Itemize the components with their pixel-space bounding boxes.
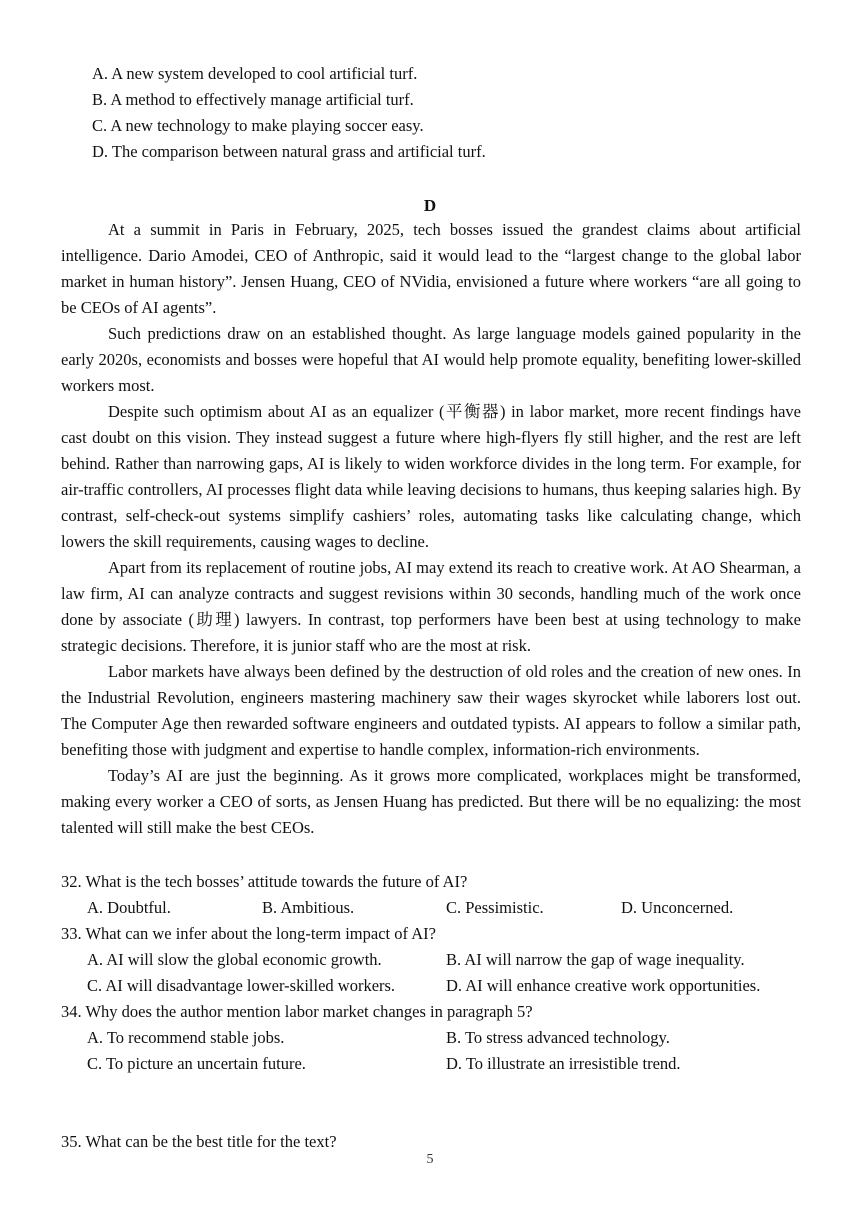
section-label: D (423, 196, 437, 215)
question-34-option-c[interactable]: C. To picture an uncertain future. (87, 1054, 306, 1073)
question-32-stem: 32. What is the tech bosses’ attitude towards the future of AI? (61, 872, 468, 891)
question-34-option-d[interactable]: D. To illustrate an irresistible trend. (446, 1054, 681, 1073)
question-32-option-b[interactable]: B. Ambitious. (262, 898, 355, 917)
page-number: 5 (426, 1152, 434, 1167)
question-34-stem: 34. Why does the author mention labor market changes in paragraph 5? (61, 1002, 533, 1021)
question-33-option-c[interactable]: C. AI will disadvantage lower-skilled workers. (87, 976, 396, 995)
question-35-stem: 35. What can be the best title for the text? (61, 1132, 337, 1151)
question-33-option-a[interactable]: A. AI will slow the global economic growth. (87, 950, 382, 969)
question-32-option-d[interactable]: D. Unconcerned. (621, 898, 734, 917)
question-34-option-a[interactable]: A. To recommend stable jobs. (87, 1028, 285, 1047)
question-34-option-b[interactable]: B. To stress advanced technology. (446, 1028, 670, 1047)
paragraph-6: Today’s AI are just the beginning. As it grows more complicated, workplaces might be transformed, making every worker a CEO of sorts, as Jensen Huang has predicted. But there will be no equalizing: the most talented will still make the best CEOs. (61, 766, 801, 837)
paragraph-1: At a summit in Paris in February, 2025, tech bosses issued the grandest claims about artificial intelligence. Dario Amodei, CEO of Anthropic, said it would lead to the “largest change to the global labor market in human history”. Jensen Huang, CEO of NVidia, envisioned a future where workers “are all going to be CEOs of AI agents”. (61, 220, 801, 317)
prev-option-b: B. A method to effectively manage artificial turf. (92, 90, 414, 109)
prev-option-c: C. A new technology to make playing soccer easy. (92, 116, 424, 135)
paragraph-4: Apart from its replacement of routine jobs, AI may extend its reach to creative work. At AO Shearman, a law firm, AI can analyze contracts and suggest revisions within 30 seconds, handling much of the work once done by associate (助理) lawyers. In contrast, top performers have been best at using technology to make strategic decisions. Therefore, it is junior staff who are the most at risk. (61, 558, 801, 655)
question-33-option-d[interactable]: D. AI will enhance creative work opportunities. (446, 976, 761, 995)
question-32-option-c[interactable]: C. Pessimistic. (446, 898, 544, 917)
paragraph-2: Such predictions draw on an established thought. As large language models gained popularity in the early 2020s, economists and bosses were hopeful that AI would help promote equality, benefiting lower-skilled workers most. (61, 324, 801, 395)
question-33-stem: 33. What can we infer about the long-term impact of AI? (61, 924, 436, 943)
paragraph-3: Despite such optimism about AI as an equalizer (平衡器) in labor market, more recent findings have cast doubt on this vision. They instead suggest a future where high-flyers fly still higher, and the rest are left behind. Rather than narrowing gaps, AI is likely to widen workforce divides in the long term. For example, for air-traffic controllers, AI processes flight data while leaving decisions to humans, thus keeping salaries high. By contrast, self-check-out systems simplify cashiers’ roles, automating tasks like calculating change, which lowers the skill requirements, causing wages to decline. (61, 402, 801, 551)
prev-option-d: D. The comparison between natural grass and artificial turf. (92, 142, 486, 161)
article-body (61, 217, 801, 841)
question-32-option-a[interactable]: A. Doubtful. (87, 898, 171, 917)
paragraph-5: Labor markets have always been defined by the destruction of old roles and the creation of new ones. In the Industrial Revolution, engineers mastering machinery saw their wages skyrocket while laborers lost out. The Computer Age then rewarded software engineers and outdated typists. AI appears to follow a similar path, benefiting those with judgment and expertise to handle complex, information-rich environments. (61, 662, 801, 759)
question-33-option-b[interactable]: B. AI will narrow the gap of wage inequality. (446, 950, 745, 969)
prev-option-a: A. A new system developed to cool artificial turf. (92, 64, 418, 83)
